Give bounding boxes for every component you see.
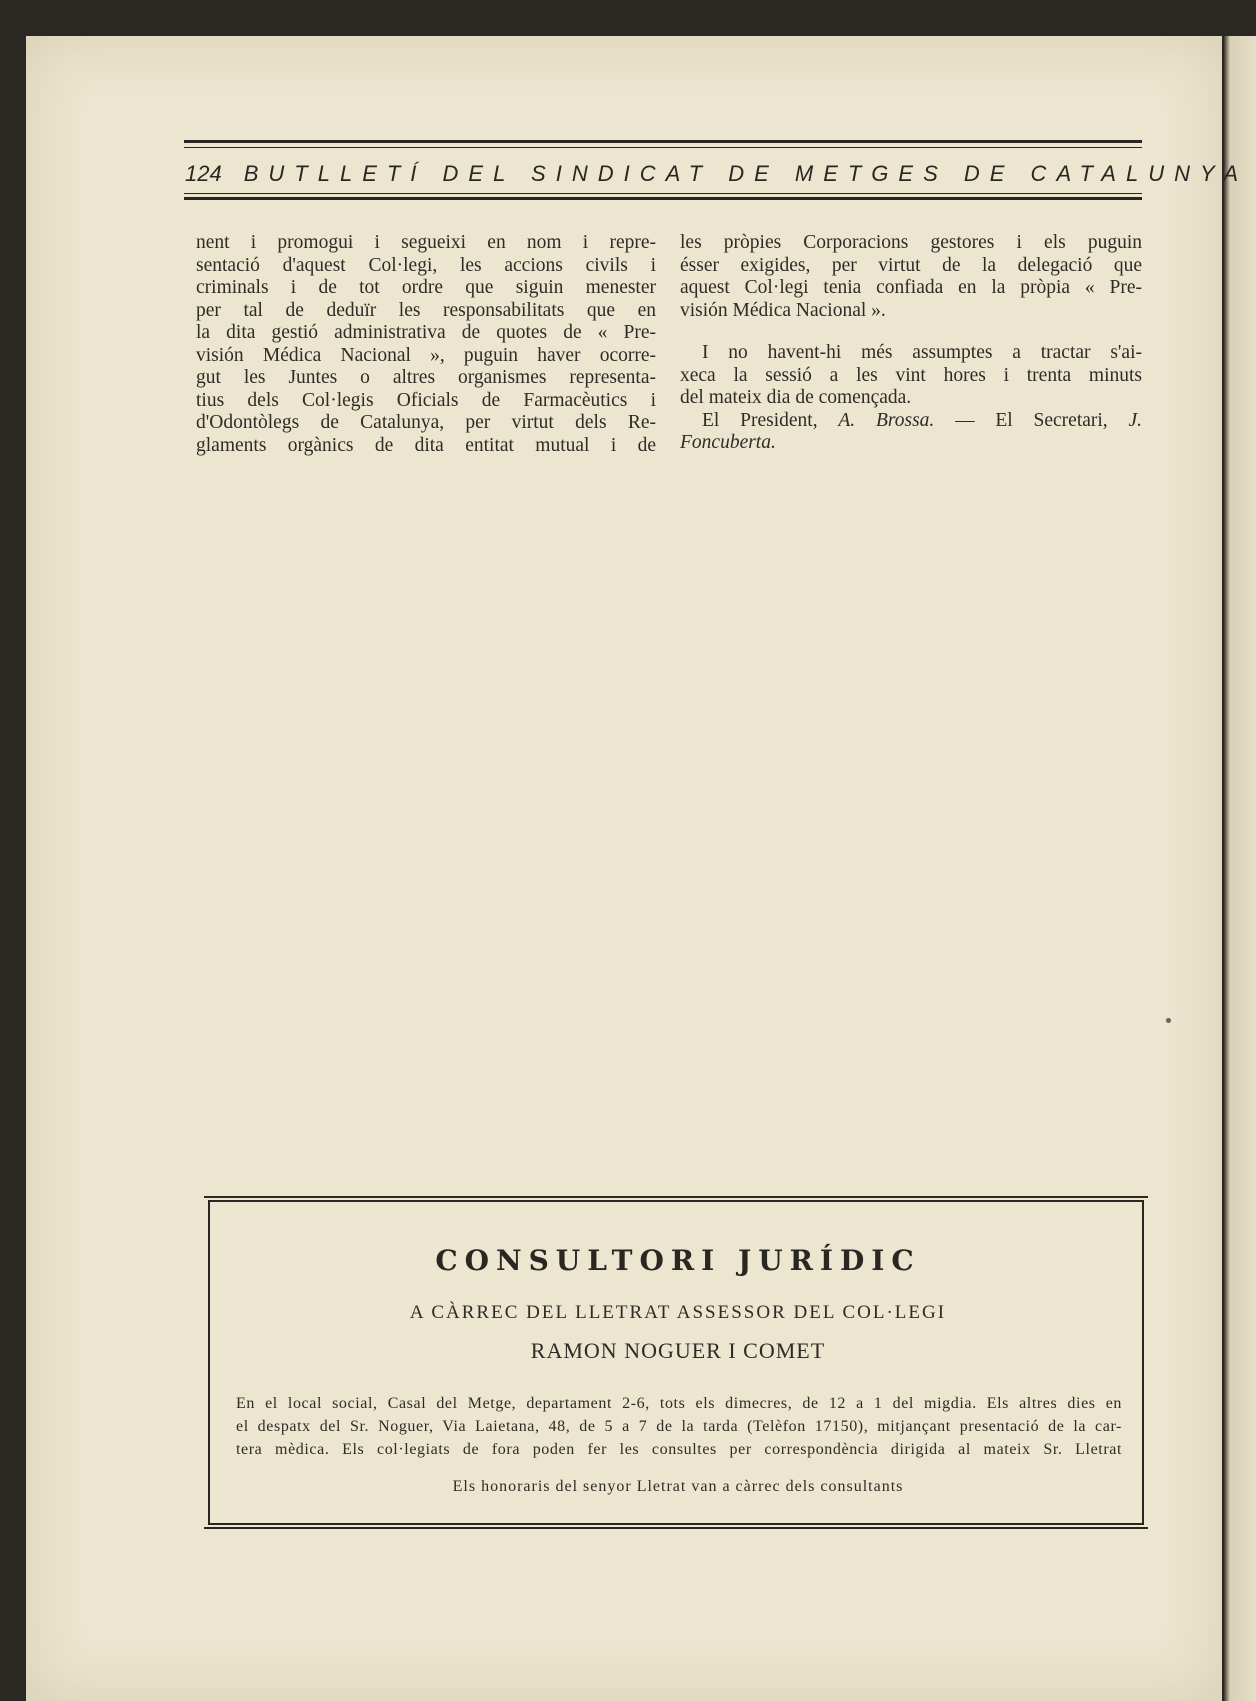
text-line: glaments orgànics de dita entitat mutual i de [196,434,656,456]
secretary-initial: J. [1128,409,1142,431]
president-name: A. Brossa. [838,409,935,431]
text-line: ésser exigides, per virtut de la delegació que [680,254,1142,276]
text-line: d'Odontòlegs de Catalunya, per virtut dels Re- [196,412,656,433]
text-line: En el local social, Casal del Metge, departament 2-6, tots els dimecres, de 12 a 1 del migdia. Els altres dies en [236,1395,1122,1412]
box-frame-bottom [204,1527,1148,1529]
text-line: visión Médica Nacional ». [680,299,886,321]
text-line: per tal de deduïr les responsabilitats que en [196,299,656,321]
lawyer-name: RAMON NOGUER I COMET [530,1338,826,1363]
speck [1166,1018,1171,1023]
adjacent-page-edge [1224,36,1256,1701]
header-rule-bottom [184,197,1142,200]
running-header [185,158,1249,190]
text-line: aquest Col·legi tenia confiada en la pròpia « Pre- [680,277,1142,298]
signature-line-2 [680,432,1142,455]
text-line: tius dels Col·legis Oficials de Farmacèutics i [196,389,656,411]
right-column [680,232,1142,455]
legal-consultation-notice [208,1200,1144,1525]
notice-body [236,1392,1122,1461]
left-column [196,232,656,457]
text-line: gut les Juntes o altres organismes representa- [196,367,656,388]
text-line: tera mèdica. Els col·legiats de fora poden fer les consultes per correspondència dirigida al mateix Sr. Lletrat [236,1441,1122,1458]
box-frame-top [204,1196,1148,1198]
journal-title: BUTLLETÍ DEL SINDICAT DE METGES DE CATALUNYA [243,161,1249,186]
header-rule-top-thin [184,147,1142,148]
text-line: les pròpies Corporacions gestores i els puguin [680,232,1142,253]
text-line: I no havent-hi més assumptes a tractar s'ai- [702,342,1142,363]
notice-subtitle: A CÀRREC DEL LLETRAT ASSESSOR DEL COL·LEGI [409,1302,947,1323]
notice-footer: Els honoraris del senyor Lletrat van a càrrec dels consultants [452,1478,904,1495]
text-line: visión Médica Nacional », puguin haver ocorre- [196,344,656,366]
text-line: criminals i de tot ordre que siguin menester [196,277,656,298]
page-number: 124 [185,161,222,186]
text-line: del mateix dia de començada. [680,387,912,408]
text-line: sentació d'aquest Col·legi, les accions civils i [196,254,656,276]
secretary-surname: Foncuberta. [680,432,776,453]
text-line: nent i promogui i segueixi en nom i repre- [196,232,656,253]
notice-title: CONSULTORI JURÍDIC [435,1244,921,1277]
header-rule-top [184,140,1142,143]
header-rule-bottom-thin [184,193,1142,194]
signature-line: El President, A. Brossa. — El Secretari, J. [702,409,1142,431]
text-line: xeca la sessió a les vint hores i trenta minuts [680,364,1142,386]
text-line: la dita gestió administrativa de quotes de « Pre- [196,322,656,343]
text-line: el despatx del Sr. Noguer, Via Laietana, 48, de 5 a 7 de la tarda (Telèfon 17150), mitjançant presentació de la car- [236,1418,1122,1435]
